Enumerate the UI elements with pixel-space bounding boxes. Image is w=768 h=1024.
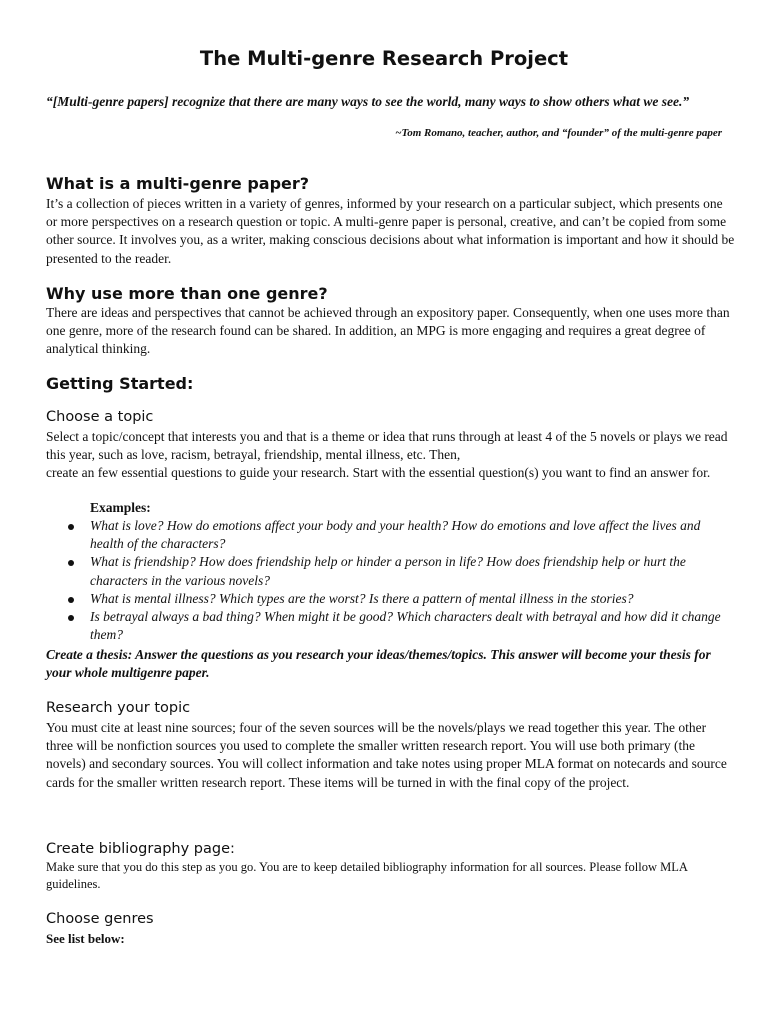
heading-choose-genres: Choose genres <box>46 911 154 927</box>
quote-attribution: ~Tom Romano, teacher, author, and “founder” of the multi-genre paper <box>395 127 722 139</box>
paragraph-what-is-mpg: It’s a collection of pieces written in a variety of genres, informed by your research on a particular subject, which presents one or more perspectives on a research question or topic. A multi-genre paper is personal, creative, and can’t be copied from some other source. It involves you, as a writer, making conscious decisions about what information is important and how it should be presented to the reader. <box>46 196 735 266</box>
paragraph-why-more-genres: There are ideas and perspectives that cannot be achieved through an expository paper. Consequently, when one uses more than one genre, more of the research found can be shared. In addition, an MPG is more engaging and requires a great degree of analytical thinking. <box>46 305 730 357</box>
thesis-instruction: Create a thesis: Answer the questions as you research your ideas/themes/topics. This answer will become your thesis for your whole multigenre paper. <box>46 647 711 681</box>
paragraph-bibliography: Make sure that you do this step as you go. You are to keep detailed bibliography information for all sources. Please follow MLA guidelines. <box>46 860 688 891</box>
heading-bibliography: Create bibliography page: <box>46 841 235 857</box>
paragraph-research-topic: You must cite at least nine sources; four of the seven sources will be the novels/plays we read together this year. The other three will be nonfiction sources you used to complete the smaller written research report. You will use both primary (the novels) and secondary sources. You will collect information and take notes using proper MLA format on notecards and source cards for the smaller written research report. These items will be turned in with the final copy of the project. <box>46 720 727 790</box>
list-item: What is friendship? How does friendship help or hinder a person in life? How does friendship help or hurt the characters in the various novels? <box>90 553 730 589</box>
bullet-icon <box>68 524 74 530</box>
heading-getting-started: Getting Started: <box>46 374 194 393</box>
epigraph-quote: “[Multi-genre papers] recognize that there are many ways to see the world, many ways to show others what we see.” <box>46 94 690 109</box>
heading-research-topic: Research your topic <box>46 700 191 716</box>
list-item: Is betrayal always a bad thing? When might it be good? Which characters dealt with betrayal and how did it change them? <box>90 608 730 644</box>
bullet-icon <box>68 597 74 603</box>
paragraph-choose-topic-2: create an few essential questions to guide your research. Start with the essential question(s) you want to find an answer for. <box>46 465 711 480</box>
examples-label: Examples: <box>90 500 151 515</box>
bullet-icon <box>68 560 74 566</box>
heading-what-is-mpg: What is a multi-genre paper? <box>46 174 310 193</box>
paragraph-choose-topic-1: Select a topic/concept that interests you and that is a theme or idea that runs through at least 4 of the 5 novels or plays we read this year, such as love, racism, betrayal, friendship, mental illness, etc. Then, <box>46 429 728 463</box>
list-item: What is love? How do emotions affect your body and your health? How do emotions and love affect the lives and health of the characters? <box>90 517 730 553</box>
heading-choose-topic: Choose a topic <box>46 409 154 425</box>
examples-list <box>90 517 730 644</box>
heading-why-more-genres: Why use more than one genre? <box>46 284 328 303</box>
list-item: What is mental illness? Which types are the worst? Is there a pattern of mental illness in the stories? <box>90 590 730 608</box>
genres-note: See list below: <box>46 931 125 946</box>
bullet-icon <box>68 615 74 621</box>
page-title: The Multi-genre Research Project <box>199 47 569 70</box>
